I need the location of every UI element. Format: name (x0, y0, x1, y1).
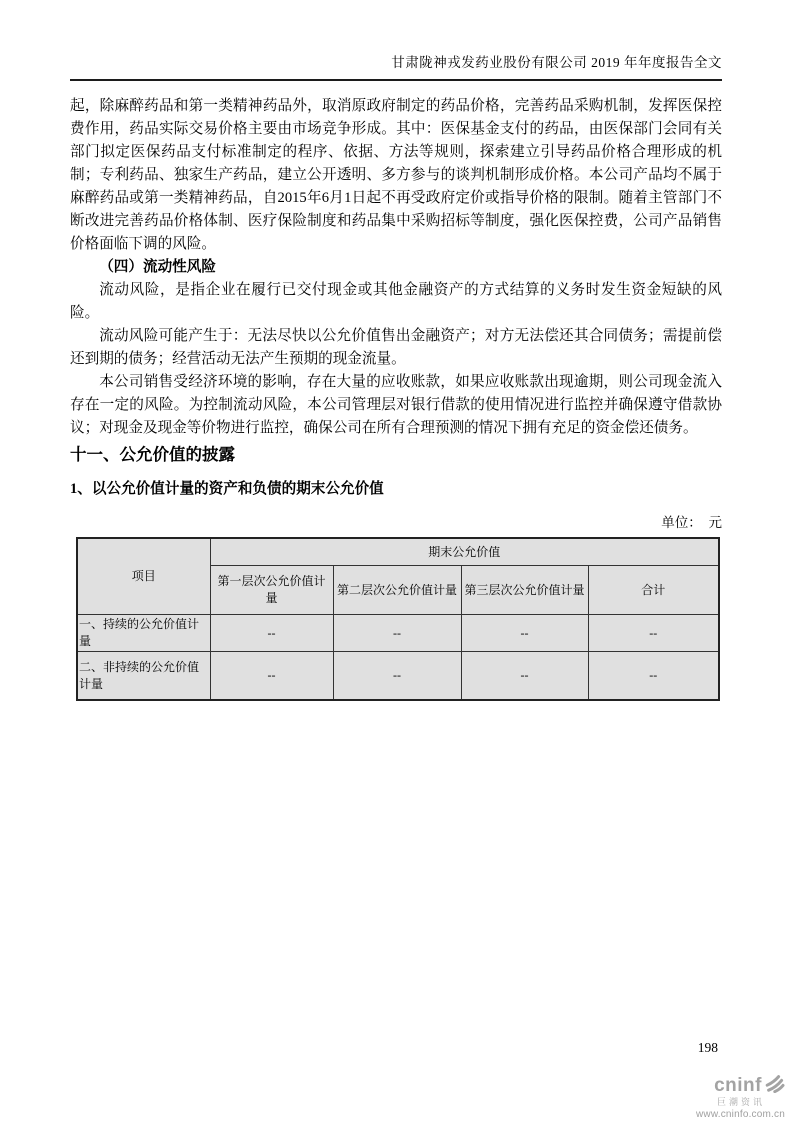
cell-value: -- (588, 615, 719, 652)
col-header-level2: 第二层次公允价值计量 (333, 566, 461, 615)
table-corner-header: 项目 (77, 538, 210, 615)
paragraph-liquidity-sources: 流动风险可能产生于：无法尽快以公允价值售出金融资产；对方无法偿还其合同债务；需提前偿还到期的债务；经营活动无法产生预期的现金流量。 (70, 328, 722, 367)
table-group-header: 期末公允价值 (210, 538, 719, 566)
page-content (70, 95, 722, 701)
table-row (77, 652, 719, 701)
cell-value: -- (210, 615, 333, 652)
cell-value: -- (588, 652, 719, 701)
paragraph-price-risk: 起，除麻醉药品和第一类精神药品外，取消原政府制定的药品价格，完善药品采购机制，发挥医保控费作用，药品实际交易价格主要由市场竞争形成。其中：医保基金支付的药品，由医保部门会同有关部门拟定医保药品支付标准制定的程序、依据、方法等规则，探索建立引导药品价格合理形成的机制；专利药品、独家生产药品，建立公开透明、多方参与的谈判机制形成价格。本公司产品均不属于麻醉药品或第一类精神药品，自2015年6月1日起不再受政府定价或指导价格的限制。随着主管部门不断改进完善药品价格体制、医疗保险制度和药品集中采购招标等制度，强化医保控费，公司产品销售价格面临下调的风险。 (70, 98, 722, 252)
cninfo-swirl-icon (764, 1074, 785, 1097)
cell-value: -- (333, 652, 461, 701)
paragraph-liquidity-control: 本公司销售受经济环境的影响，存在大量的应收账款，如果应收账款出现逾期，则公司现金流入存在一定的风险。为控制流动风险，本公司管理层对银行借款的使用情况进行监控并确保遵守借款协议；对现金及现金等价物进行监控，确保公司在所有合理预测的情况下拥有充足的资金偿还债务。 (70, 374, 722, 436)
cninfo-logo-subtitle: 巨潮资讯 (716, 1097, 765, 1107)
paragraph-liquidity-def: 流动风险，是指企业在履行已交付现金或其他金融资产的方式结算的义务时发生资金短缺的风险。 (70, 282, 722, 321)
page-number: 198 (697, 1040, 718, 1055)
page-header (70, 54, 722, 81)
cninfo-logo (665, 1074, 785, 1120)
col-header-level1: 第一层次公允价值计量 (210, 566, 333, 615)
heading-liquidity-risk: （四）流动性风险 (99, 259, 216, 275)
cninfo-logo-url: www.cninfo.com.cn (696, 1109, 785, 1120)
table-row (77, 615, 719, 652)
row-label: 一、持续的公允价值计量 (77, 615, 210, 652)
subsection-title-fair-value-table: 1、以公允价值计量的资产和负债的期末公允价值 (70, 481, 384, 497)
row-label: 二、非持续的公允价值计量 (77, 652, 210, 701)
report-title: 甘肃陇神戎发药业股份有限公司 2019 年年度报告全文 (391, 55, 722, 70)
cninfo-logo-text: cninf (714, 1075, 762, 1096)
table-header-row-1 (77, 538, 719, 566)
cell-value: -- (461, 652, 588, 701)
cell-value: -- (333, 615, 461, 652)
section-title-fair-value: 十一、公允价值的披露 (70, 445, 235, 464)
col-header-level3: 第三层次公允价值计量 (461, 566, 588, 615)
col-header-total: 合计 (588, 566, 719, 615)
cell-value: -- (210, 652, 333, 701)
cell-value: -- (461, 615, 588, 652)
unit-label: 单位： 元 (661, 515, 722, 530)
fair-value-table (76, 537, 720, 701)
